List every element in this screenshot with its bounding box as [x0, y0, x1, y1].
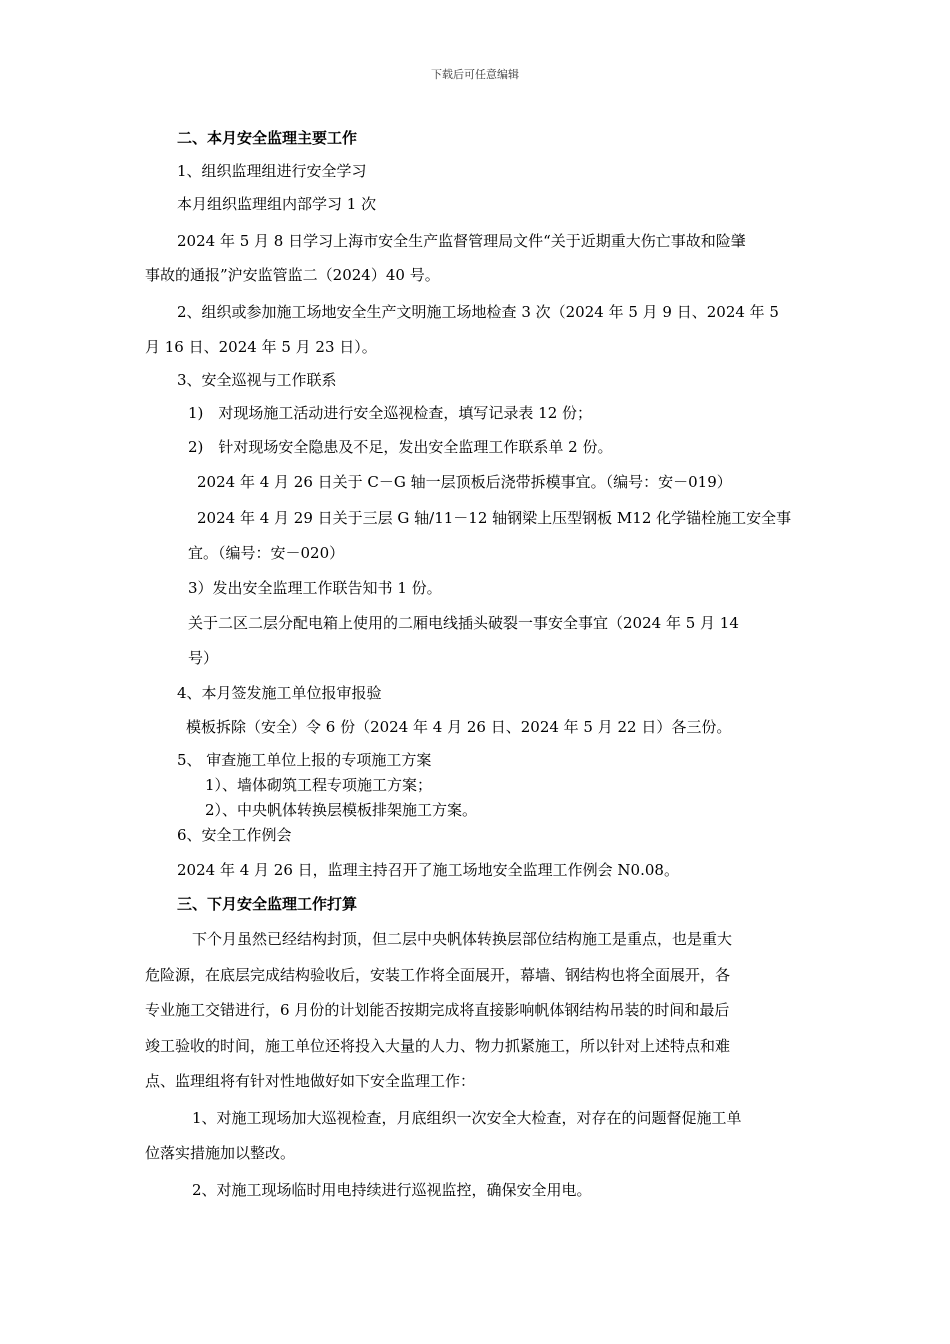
paragraph-line: 位落实措施加以整改。: [145, 1144, 296, 1162]
paragraph-line: 2、组织或参加施工场地安全生产文明施工场地检查 3 次（2024 年 5 月 9 日、2024 年 5: [177, 303, 779, 321]
item-5-title: 5、 审查施工单位上报的专项施工方案: [177, 751, 432, 769]
paragraph-line: 2024 年 4 月 29 日关于三层 G 轴/11－12 轴钢梁上压型钢板 M12 化学锚栓施工安全事: [197, 509, 792, 527]
item-3-title: 3、安全巡视与工作联系: [177, 371, 337, 389]
list-item: 2) 针对现场安全隐患及不足，发出安全监理工作联系单 2 份。: [188, 438, 613, 456]
paragraph-line: 点、监理组将有针对性地做好如下安全监理工作：: [145, 1072, 476, 1090]
paragraph-line: 事故的通报”沪安监管监二（2024）40 号。: [145, 266, 440, 284]
section-heading-3: 三、下月安全监理工作打算: [177, 895, 358, 913]
paragraph-line: 本月组织监理组内部学习 1 次: [177, 195, 377, 213]
list-item: 2）、中央帆体转换层模板排架施工方案。: [205, 801, 478, 819]
paragraph-line: 月 16 日、2024 年 5 月 23 日）。: [145, 338, 377, 356]
paragraph-line: 关于二区二层分配电箱上使用的二厢电线插头破裂一事安全事宜（2024 年 5 月 14: [188, 614, 739, 632]
paragraph-line: 2024 年 4 月 26 日关于 C－G 轴一层顶板后浇带拆模事宜。（编号：安－019）: [197, 473, 732, 491]
paragraph-line: 专业施工交错进行，6 月份的计划能否按期完成将直接影响帆体钢结构吊装的时间和最后: [145, 1001, 730, 1019]
section-heading-2: 二、本月安全监理主要工作: [177, 129, 358, 147]
paragraph-line: 下个月虽然已经结构封顶，但二层中央帆体转换层部位结构施工是重点，也是重大: [192, 930, 733, 948]
paragraph-line: 号）: [188, 649, 219, 667]
page-header: 下载后可任意编辑: [431, 68, 519, 81]
list-item: 1) 对现场施工活动进行安全巡视检查，填写记录表 12 份；: [188, 404, 593, 422]
item-1-title: 1、组织监理组进行安全学习: [177, 162, 367, 180]
paragraph-line: 宜。（编号：安－020）: [188, 544, 345, 562]
paragraph-line: 危险源，在底层完成结构验收后，安装工作将全面展开，幕墙、钢结构也将全面展开，各: [145, 966, 731, 984]
list-item: 1）、墙体砌筑工程专项施工方案；: [205, 776, 433, 794]
paragraph-line: 2、对施工现场临时用电持续进行巡视监控，确保安全用电。: [192, 1181, 592, 1199]
paragraph-line: 1、对施工现场加大巡视检查，月底组织一次安全大检查，对存在的问题督促施工单: [192, 1109, 742, 1127]
paragraph-line: 2024 年 5 月 8 日学习上海市安全生产监督管理局文件“关于近期重大伤亡事故和险肇: [177, 232, 746, 250]
item-4-title: 4、本月签发施工单位报审报验: [177, 684, 382, 702]
paragraph-line: 竣工验收的时间，施工单位还将投入大量的人力、物力抓紧施工，所以针对上述特点和难: [145, 1037, 731, 1055]
paragraph-line: 模板拆除（安全）令 6 份（2024 年 4 月 26 日、2024 年 5 月 22 日）各三份。: [186, 718, 732, 736]
list-item: 3）发出安全监理工作联告知书 1 份。: [188, 579, 442, 597]
item-6-title: 6、安全工作例会: [177, 826, 292, 844]
paragraph-line: 2024 年 4 月 26 日，监理主持召开了施工场地安全监理工作例会 N0.08。: [177, 861, 679, 879]
